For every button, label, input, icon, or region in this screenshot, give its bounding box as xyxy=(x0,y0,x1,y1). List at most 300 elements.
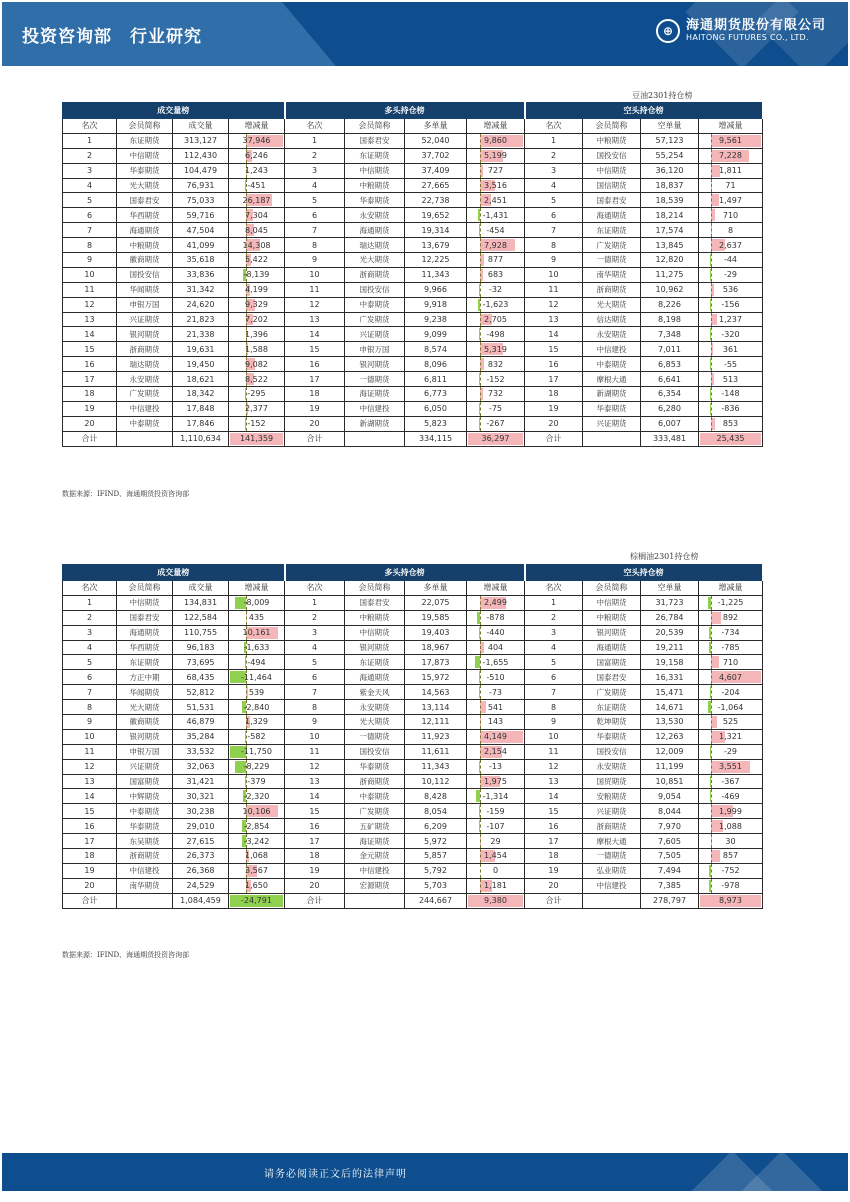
zero-axis-line xyxy=(711,193,712,207)
zero-axis-line xyxy=(711,641,712,655)
change-cell xyxy=(699,253,763,268)
change-value: -2,320 xyxy=(243,791,270,801)
volume-value-cell: 68,435 xyxy=(173,670,229,685)
rank-cell: 17 xyxy=(63,834,117,849)
zero-axis-line xyxy=(480,641,481,655)
total-change-value: 25,435 xyxy=(716,434,745,444)
member-name-cell: 华泰期货 xyxy=(345,193,405,208)
change-value: -494 xyxy=(247,657,266,667)
long-value-cell: 19,585 xyxy=(405,610,467,625)
change-value: -73 xyxy=(488,687,503,697)
change-cell xyxy=(467,297,525,312)
change-value: 1,811 xyxy=(719,166,742,176)
rank-cell: 7 xyxy=(285,685,345,700)
change-value: 8,045 xyxy=(245,225,268,235)
change-value: 683 xyxy=(487,270,504,280)
member-name-cell: 国贸期货 xyxy=(583,774,641,789)
zero-axis-line xyxy=(480,834,481,848)
rank-cell: 6 xyxy=(63,208,117,223)
member-name-cell: 瑞达期货 xyxy=(117,357,173,372)
change-cell xyxy=(699,342,763,357)
zero-axis-line xyxy=(480,193,481,207)
change-value: 877 xyxy=(487,255,504,265)
change-cell xyxy=(467,327,525,342)
rank-cell: 1 xyxy=(285,595,345,610)
table-row xyxy=(63,238,763,253)
member-name-cell: 广发期货 xyxy=(345,312,405,327)
change-value: 30 xyxy=(725,836,736,846)
table-row xyxy=(63,297,763,312)
member-name-cell: 华西期货 xyxy=(117,208,173,223)
change-value: -11,464 xyxy=(241,672,272,682)
change-cell xyxy=(699,193,763,208)
logo-english-name: HAITONG FUTURES CO., LTD. xyxy=(686,33,809,42)
member-name-cell: 安粮期货 xyxy=(583,789,641,804)
change-cell xyxy=(229,238,285,253)
table-row xyxy=(63,685,763,700)
change-value: 1,181 xyxy=(484,881,507,891)
zero-axis-line xyxy=(711,804,712,818)
table-row xyxy=(63,729,763,744)
member-name-cell: 浙商期货 xyxy=(583,819,641,834)
member-name-cell: 中泰期货 xyxy=(345,789,405,804)
change-value: -469 xyxy=(721,791,740,801)
member-name-cell: 中信建投 xyxy=(583,878,641,893)
member-name-cell: 国投安信 xyxy=(583,148,641,163)
col-header-change: 增减量 xyxy=(699,581,763,596)
rank-cell: 14 xyxy=(285,789,345,804)
short-value-cell: 6,007 xyxy=(641,416,699,431)
member-name-cell: 兴证期货 xyxy=(345,327,405,342)
zero-axis-line xyxy=(711,670,712,684)
rank-cell: 20 xyxy=(63,878,117,893)
short-value-cell: 12,263 xyxy=(641,729,699,744)
change-value: 9,860 xyxy=(484,136,507,146)
change-cell xyxy=(467,789,525,804)
short-value-cell: 6,354 xyxy=(641,387,699,402)
long-value-cell: 12,111 xyxy=(405,715,467,730)
rank-cell: 4 xyxy=(525,178,583,193)
zero-axis-line xyxy=(480,789,481,803)
rank-cell: 8 xyxy=(525,700,583,715)
volume-value-cell: 30,238 xyxy=(173,804,229,819)
change-cell xyxy=(467,357,525,372)
member-name-cell: 华泰期货 xyxy=(583,729,641,744)
zero-axis-line xyxy=(711,134,712,148)
zero-axis-line xyxy=(711,253,712,267)
zero-axis-line xyxy=(711,789,712,803)
rank-cell: 5 xyxy=(525,193,583,208)
rank-cell: 14 xyxy=(525,789,583,804)
col-header-rank: 名次 xyxy=(63,581,117,596)
zero-axis-line xyxy=(480,268,481,282)
change-cell xyxy=(467,401,525,416)
rank-cell: 1 xyxy=(285,133,345,148)
change-cell xyxy=(467,715,525,730)
change-value: -75 xyxy=(488,404,503,414)
change-cell xyxy=(229,863,285,878)
col-header-rank: 名次 xyxy=(285,119,345,134)
short-value-cell: 13,530 xyxy=(641,715,699,730)
rank-cell: 16 xyxy=(63,357,117,372)
change-value: 2,705 xyxy=(484,315,507,325)
rank-cell: 9 xyxy=(285,253,345,268)
group-header-volume: 成交量榜 xyxy=(63,565,285,581)
volume-value-cell: 26,368 xyxy=(173,863,229,878)
change-value: 37,946 xyxy=(242,136,271,146)
zero-axis-line xyxy=(711,372,712,386)
col-header-member: 会员简称 xyxy=(117,119,173,134)
member-name-cell: 光大期货 xyxy=(117,178,173,193)
change-cell xyxy=(467,610,525,625)
member-name-cell: 华闻期货 xyxy=(117,282,173,297)
member-name-cell: 华泰期货 xyxy=(345,759,405,774)
change-value: -451 xyxy=(247,181,266,190)
short-value-cell: 7,605 xyxy=(641,834,699,849)
member-name-cell: 东证期货 xyxy=(117,133,173,148)
change-cell xyxy=(699,401,763,416)
change-value: -11,750 xyxy=(241,747,272,757)
change-value: -2,854 xyxy=(243,821,270,831)
zero-axis-line xyxy=(711,402,712,416)
member-name-cell: 徽商期货 xyxy=(117,253,173,268)
member-name-cell: 东证期货 xyxy=(345,148,405,163)
member-name-cell: 中粮期货 xyxy=(345,610,405,625)
short-value-cell: 13,845 xyxy=(641,238,699,253)
total-change-value: -24,791 xyxy=(241,896,272,906)
long-value-cell: 8,574 xyxy=(405,342,467,357)
total-value: 1,110,634 xyxy=(173,431,229,446)
change-cell xyxy=(467,804,525,819)
long-value-cell: 11,343 xyxy=(405,267,467,282)
zero-axis-line xyxy=(711,760,712,774)
total-value: 1,084,459 xyxy=(173,893,229,908)
member-name-cell: 乾坤期货 xyxy=(583,715,641,730)
zero-axis-line xyxy=(711,834,712,848)
page-footer xyxy=(2,1153,848,1191)
member-name-cell: 中信期货 xyxy=(345,163,405,178)
rank-cell: 14 xyxy=(525,327,583,342)
rank-cell: 18 xyxy=(525,387,583,402)
change-value: 7,928 xyxy=(484,240,507,250)
change-cell xyxy=(467,834,525,849)
change-value: -734 xyxy=(721,628,740,638)
volume-value-cell: 33,836 xyxy=(173,267,229,282)
rank-cell: 19 xyxy=(525,863,583,878)
change-cell xyxy=(229,357,285,372)
change-cell xyxy=(467,148,525,163)
change-cell xyxy=(467,700,525,715)
change-value: 536 xyxy=(722,285,739,295)
change-cell xyxy=(699,416,763,431)
long-value-cell: 14,563 xyxy=(405,685,467,700)
member-name-cell: 一德期货 xyxy=(583,849,641,864)
member-name-cell: 徽商期货 xyxy=(117,715,173,730)
zero-axis-line xyxy=(480,611,481,625)
rank-cell: 16 xyxy=(63,819,117,834)
positive-change-bar xyxy=(711,612,721,624)
zero-axis-line xyxy=(711,864,712,878)
rank-cell: 16 xyxy=(285,357,345,372)
rank-cell: 15 xyxy=(63,804,117,819)
zero-axis-line xyxy=(480,819,481,833)
change-cell xyxy=(699,387,763,402)
position-ranking-table xyxy=(62,102,764,447)
col-header-rank: 名次 xyxy=(525,119,583,134)
legal-notice: 请务必阅读正文后的法律声明 xyxy=(264,1169,407,1180)
rank-cell: 4 xyxy=(285,178,345,193)
table-row xyxy=(63,640,763,655)
col-header-volume: 成交量 xyxy=(173,119,229,134)
change-value: 71 xyxy=(725,181,736,190)
long-value-cell: 22,738 xyxy=(405,193,467,208)
volume-value-cell: 17,848 xyxy=(173,401,229,416)
change-value: 9,561 xyxy=(719,136,742,146)
rank-cell: 19 xyxy=(63,401,117,416)
zero-axis-line xyxy=(711,357,712,371)
member-name-cell: 广发期货 xyxy=(583,685,641,700)
rank-cell: 12 xyxy=(285,759,345,774)
rank-cell: 2 xyxy=(63,148,117,163)
change-cell xyxy=(467,387,525,402)
change-cell xyxy=(229,595,285,610)
volume-value-cell: 122,584 xyxy=(173,610,229,625)
short-value-cell: 10,851 xyxy=(641,774,699,789)
zero-axis-line xyxy=(480,655,481,669)
volume-value-cell: 35,284 xyxy=(173,729,229,744)
rank-cell: 4 xyxy=(285,640,345,655)
member-name-cell: 中信建投 xyxy=(345,863,405,878)
change-value: 10,106 xyxy=(242,806,271,816)
change-value: 8,522 xyxy=(245,374,268,384)
change-value: 541 xyxy=(487,702,504,712)
table-row xyxy=(63,342,763,357)
member-name-cell: 东证期货 xyxy=(583,223,641,238)
zero-axis-line xyxy=(711,745,712,759)
zero-axis-line xyxy=(711,655,712,669)
change-value: 539 xyxy=(248,687,265,697)
change-cell xyxy=(229,819,285,834)
change-cell xyxy=(229,416,285,431)
short-value-cell: 16,331 xyxy=(641,670,699,685)
long-value-cell: 6,209 xyxy=(405,819,467,834)
rank-cell: 10 xyxy=(63,267,117,282)
change-cell xyxy=(229,327,285,342)
member-name-cell: 紫金天风 xyxy=(345,685,405,700)
change-value: 2,451 xyxy=(484,195,507,205)
table-row xyxy=(63,133,763,148)
zero-axis-line xyxy=(480,387,481,401)
change-cell xyxy=(229,700,285,715)
change-cell xyxy=(229,729,285,744)
change-cell xyxy=(699,282,763,297)
zero-axis-line xyxy=(711,164,712,178)
member-name-cell: 国泰君安 xyxy=(583,193,641,208)
rank-cell: 15 xyxy=(285,804,345,819)
member-name-cell: 中粮期货 xyxy=(583,133,641,148)
member-name-cell: 一德期货 xyxy=(583,253,641,268)
rank-cell: 15 xyxy=(285,342,345,357)
change-cell xyxy=(229,401,285,416)
member-name-cell: 宏源期货 xyxy=(345,878,405,893)
zero-axis-line xyxy=(711,208,712,222)
table-caption: 豆油2301持仓榜 xyxy=(632,91,693,100)
change-cell xyxy=(699,774,763,789)
zero-axis-line xyxy=(480,700,481,714)
table-row xyxy=(63,804,763,819)
change-value: -1,633 xyxy=(243,643,270,652)
change-cell xyxy=(467,372,525,387)
change-cell xyxy=(699,238,763,253)
zero-axis-line xyxy=(711,268,712,282)
total-change-value: 36,297 xyxy=(481,434,510,444)
zero-axis-line xyxy=(480,298,481,312)
rank-cell: 7 xyxy=(525,223,583,238)
short-value-cell: 20,539 xyxy=(641,625,699,640)
rank-cell: 17 xyxy=(285,834,345,849)
total-value: 333,481 xyxy=(641,431,699,446)
volume-value-cell: 30,321 xyxy=(173,789,229,804)
member-name-cell: 广发期货 xyxy=(583,238,641,253)
member-name-cell: 中信期货 xyxy=(345,625,405,640)
change-cell xyxy=(467,640,525,655)
change-cell xyxy=(467,744,525,759)
zero-axis-line xyxy=(711,700,712,714)
change-cell xyxy=(229,804,285,819)
zero-axis-line xyxy=(711,596,712,610)
change-value: 710 xyxy=(722,657,739,667)
zero-axis-line xyxy=(480,596,481,610)
member-name-cell: 国泰君安 xyxy=(583,670,641,685)
rank-cell: 20 xyxy=(285,416,345,431)
member-name-cell: 中粮期货 xyxy=(345,178,405,193)
long-value-cell: 11,611 xyxy=(405,744,467,759)
change-value: -978 xyxy=(721,881,740,891)
change-value: 1,588 xyxy=(245,344,268,354)
change-cell xyxy=(699,297,763,312)
table-row xyxy=(63,178,763,193)
volume-value-cell: 47,504 xyxy=(173,223,229,238)
long-value-cell: 5,823 xyxy=(405,416,467,431)
member-name-cell: 中辉期货 xyxy=(117,789,173,804)
short-value-cell: 6,853 xyxy=(641,357,699,372)
short-value-cell: 7,494 xyxy=(641,863,699,878)
change-cell xyxy=(699,178,763,193)
change-value: -8,139 xyxy=(243,270,270,280)
zero-axis-line xyxy=(480,670,481,684)
total-value: 278,797 xyxy=(641,893,699,908)
volume-value-cell: 112,430 xyxy=(173,148,229,163)
change-value: -510 xyxy=(486,672,505,682)
member-name-cell: 永安期货 xyxy=(583,327,641,342)
short-value-cell: 26,784 xyxy=(641,610,699,625)
rank-cell: 2 xyxy=(285,610,345,625)
member-name-cell: 摩根大通 xyxy=(583,372,641,387)
member-name-cell: 国泰君安 xyxy=(345,133,405,148)
rank-cell: 9 xyxy=(525,253,583,268)
change-value: -320 xyxy=(721,329,740,339)
rank-cell: 9 xyxy=(63,253,117,268)
short-value-cell: 6,641 xyxy=(641,372,699,387)
short-value-cell: 31,723 xyxy=(641,595,699,610)
member-name-cell: 新湖期货 xyxy=(345,416,405,431)
change-cell xyxy=(699,744,763,759)
member-name-cell: 华闻期货 xyxy=(117,685,173,700)
change-value: 3,551 xyxy=(719,762,742,772)
change-cell xyxy=(699,670,763,685)
zero-axis-line xyxy=(480,745,481,759)
rank-cell: 19 xyxy=(63,863,117,878)
member-name-cell: 中泰期货 xyxy=(117,416,173,431)
change-value: 4,149 xyxy=(484,732,507,742)
member-name-cell: 中信建投 xyxy=(117,863,173,878)
change-cell xyxy=(699,148,763,163)
total-label: 合计 xyxy=(63,893,117,908)
member-name-cell: 兴证期货 xyxy=(117,312,173,327)
rank-cell: 10 xyxy=(525,729,583,744)
member-name-cell: 南华期货 xyxy=(117,878,173,893)
rank-cell: 8 xyxy=(525,238,583,253)
change-value: -204 xyxy=(721,687,740,697)
change-value: 4,199 xyxy=(245,285,268,295)
haitong-logo-icon: ⊕ xyxy=(656,19,680,43)
volume-value-cell: 35,618 xyxy=(173,253,229,268)
col-header-member: 会员简称 xyxy=(117,581,173,596)
member-name-cell: 中粮期货 xyxy=(583,610,641,625)
rank-cell: 10 xyxy=(525,267,583,282)
member-name-cell: 光大期货 xyxy=(345,715,405,730)
rank-cell: 11 xyxy=(525,282,583,297)
member-name-cell: 东证期货 xyxy=(117,655,173,670)
change-value: -878 xyxy=(486,613,505,623)
change-value: 857 xyxy=(722,851,739,861)
change-value: 2,499 xyxy=(484,598,507,608)
rank-cell: 13 xyxy=(63,774,117,789)
total-value: 244,667 xyxy=(405,893,467,908)
rank-cell: 8 xyxy=(285,700,345,715)
rank-cell: 11 xyxy=(525,744,583,759)
rank-cell: 15 xyxy=(525,342,583,357)
long-value-cell: 9,918 xyxy=(405,297,467,312)
change-cell xyxy=(699,595,763,610)
table-row xyxy=(63,610,763,625)
change-value: -440 xyxy=(486,628,505,638)
rank-cell: 3 xyxy=(285,625,345,640)
member-name-cell: 中信建投 xyxy=(583,342,641,357)
member-name-cell: 摩根大通 xyxy=(583,834,641,849)
rank-cell: 10 xyxy=(63,729,117,744)
change-value: -29 xyxy=(723,270,738,280)
table-row xyxy=(63,715,763,730)
change-cell xyxy=(699,312,763,327)
change-value: 4,607 xyxy=(719,672,742,682)
short-value-cell: 10,962 xyxy=(641,282,699,297)
rank-cell: 3 xyxy=(63,163,117,178)
rank-cell: 2 xyxy=(63,610,117,625)
rank-cell: 3 xyxy=(63,625,117,640)
company-logo xyxy=(656,18,826,43)
change-value: 832 xyxy=(487,359,504,369)
rank-cell: 13 xyxy=(525,774,583,789)
change-cell xyxy=(229,774,285,789)
zero-axis-line xyxy=(711,775,712,789)
long-value-cell: 11,343 xyxy=(405,759,467,774)
member-name-cell: 中信建投 xyxy=(117,401,173,416)
rank-cell: 4 xyxy=(525,640,583,655)
member-name-cell: 广发期货 xyxy=(117,387,173,402)
data-source-note: 数据来源：IFIND、海通期货投资咨询部 xyxy=(62,490,190,498)
long-value-cell: 27,665 xyxy=(405,178,467,193)
